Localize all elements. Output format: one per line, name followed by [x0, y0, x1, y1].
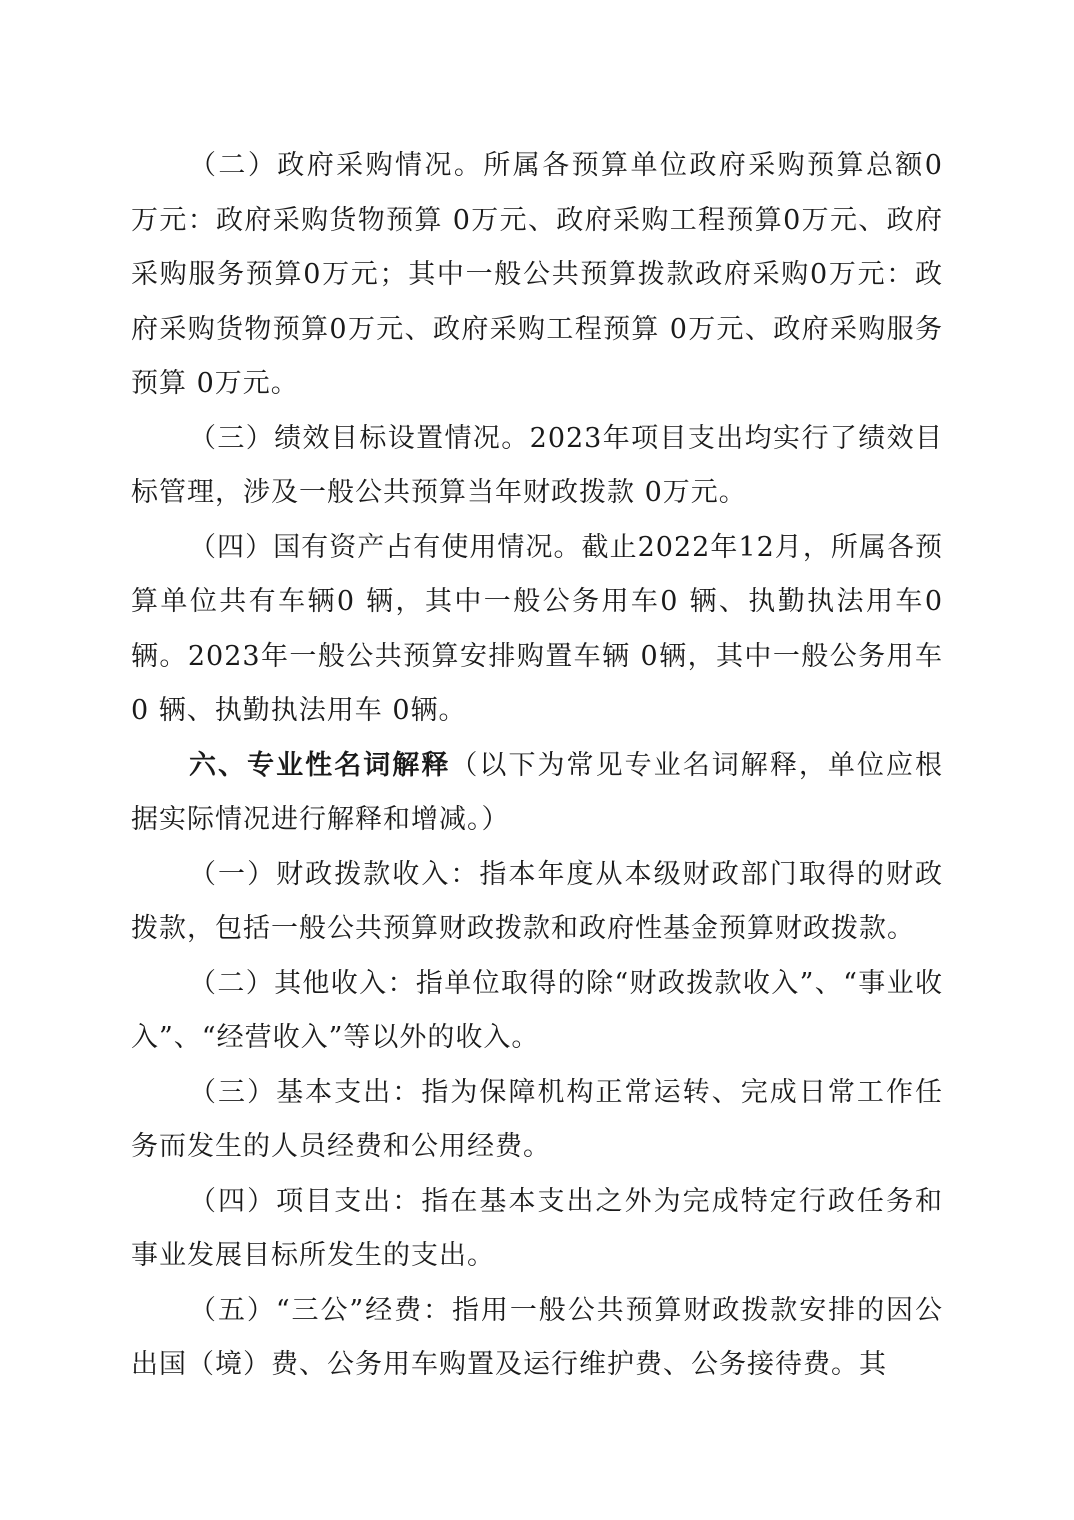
body-text [131, 139, 943, 1393]
paragraph-project-expenditure [131, 1175, 943, 1284]
section-heading-glossary [131, 739, 943, 848]
paragraph-text: （三）绩效目标设置情况。2023年项目支出均实行了绩效目标管理，涉及一般公共预算当年财政拨款 0万元。 [131, 422, 943, 508]
paragraph-text: （四）国有资产占有使用情况。截止2022年12月，所属各预算单位共有车辆0 辆，其中一般公务用车0 辆、执勤执法用车0 辆。2023年一般公共预算安排购置车辆 0辆，其中一般公务用车0 辆、执勤执法用车 0辆。 [131, 531, 943, 726]
paragraph-fiscal-appropriation-income [131, 848, 943, 957]
paragraph-basic-expenditure [131, 1066, 943, 1175]
paragraph-text: （二）政府采购情况。所属各预算单位政府采购预算总额0 万元：政府采购货物预算 0万元、政府采购工程预算0万元、政府采购服务预算0万元；其中一般公共预算拨款政府采购0万元：政府采购货物预算0万元、政府采购工程预算 0万元、政府采购服务预算 0万元。 [131, 150, 943, 399]
paragraph-other-income [131, 957, 943, 1066]
paragraph-performance-goals [131, 412, 943, 521]
paragraph-text: （二）其他收入：指单位取得的除“财政拨款收入”、“事业收入”、“经营收入”等以外的收入。 [131, 967, 943, 1053]
paragraph-state-assets [131, 521, 943, 739]
paragraph-three-public-expenses [131, 1284, 943, 1393]
paragraph-government-procurement [131, 139, 943, 412]
paragraph-text: （三）基本支出：指为保障机构正常运转、完成日常工作任务而发生的人员经费和公用经费。 [131, 1076, 943, 1162]
section-heading-title: 六、专业性名词解释 [189, 749, 451, 781]
paragraph-text: （五）“三公”经费：指用一般公共预算财政拨款安排的因公出国（境）费、公务用车购置及运行维护费、公务接待费。其 [131, 1294, 943, 1380]
section-heading-note: （以下为常见专业名词解释，单位应根据实际情况进行解释和增减。） [131, 749, 944, 835]
paragraph-text: （四）项目支出：指在基本支出之外为完成特定行政任务和事业发展目标所发生的支出。 [131, 1185, 943, 1271]
paragraph-text: （一）财政拨款收入：指本年度从本级财政部门取得的财政拨款，包括一般公共预算财政拨款和政府性基金预算财政拨款。 [131, 858, 943, 944]
